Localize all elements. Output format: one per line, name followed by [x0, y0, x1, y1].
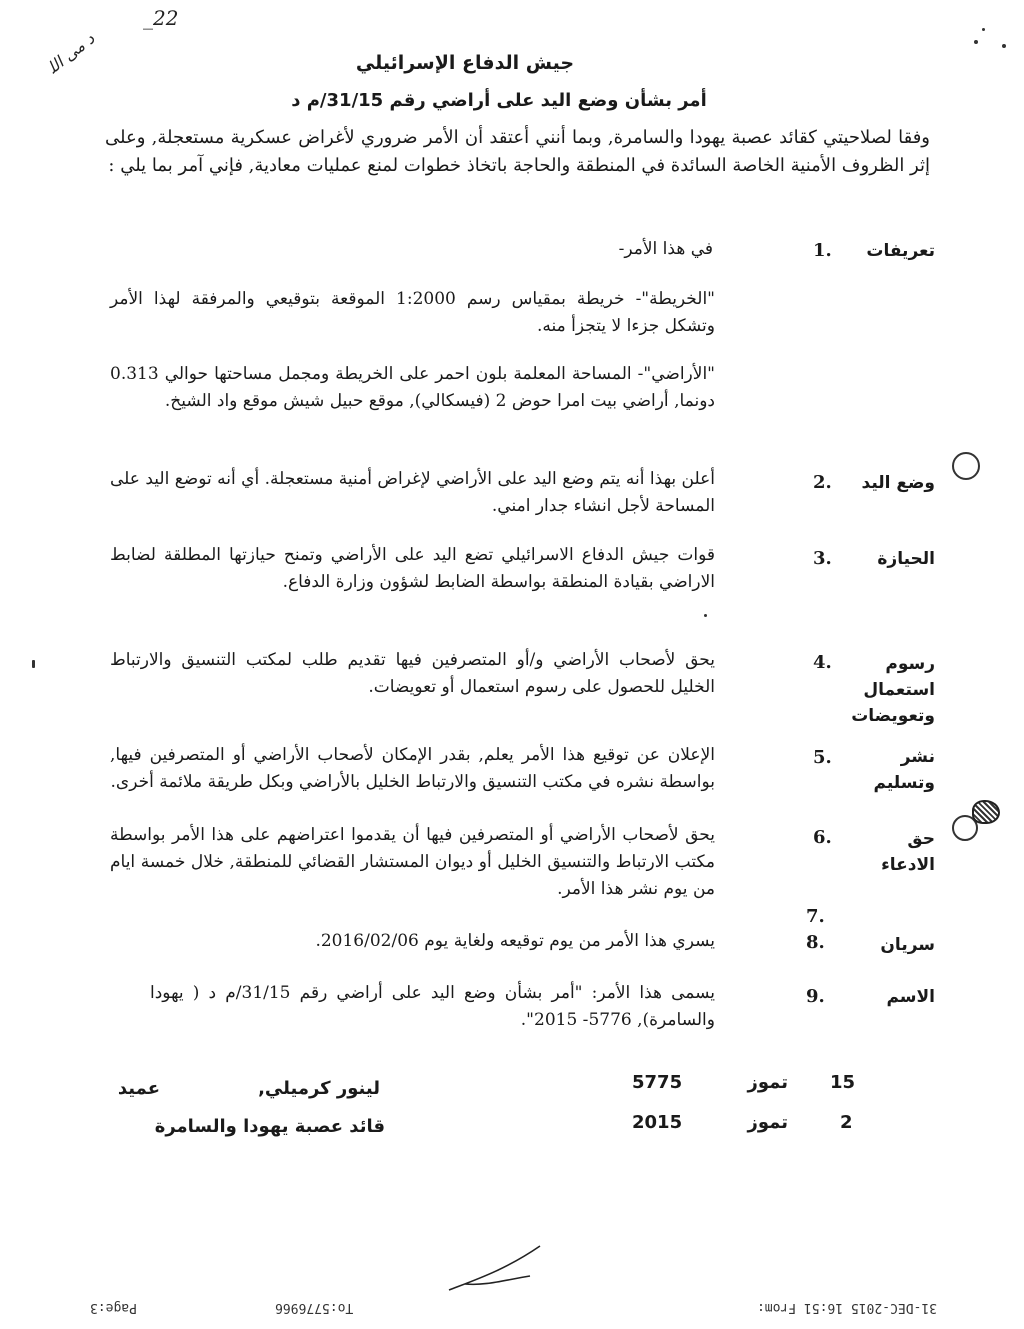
- speck-mark: [704, 614, 707, 617]
- handwritten-signature: [445, 1240, 555, 1300]
- section-9-heading: الاسم: [886, 987, 935, 1007]
- section-8-number: 8.: [806, 932, 825, 953]
- section-2-heading: وضع اليد: [861, 473, 935, 493]
- section-2-text: أعلن بهذا أنه يتم وضع اليد على الأراضي لإغراض أمنية مستعجلة. أي أنه توضع اليد على المساحة لأجل انشاء جدار امني.: [110, 469, 715, 516]
- punch-hole-mark: [952, 452, 980, 480]
- section-9-number: 9.: [806, 986, 825, 1007]
- handwritten-corner-note: ﺩ ﻣﻰ ﺍﻟﻠ: [44, 28, 99, 77]
- section-1-heading: تعريفات: [866, 241, 935, 261]
- section-3-text: قوات جيش الدفاع الاسرائيلي تضع اليد على الأراضي وتمنح حيازتها المطلقة لضابط الاراضي بقيادة المنطقة بواسطة الضابط لشؤون وزارة الدفاع.: [110, 545, 715, 592]
- greg-date-day: 2: [840, 1112, 853, 1133]
- section-8-heading: سريان: [880, 935, 935, 955]
- ink-blot-mark: [972, 800, 1000, 824]
- definition-lands: "الأراضي"- المساحة المعلمة بلون احمر على الخريطة ومجمل مساحتها حوالي 0.313 دونما, أراضي بيت امرا حوض 2 (فيسكالي), موقع حبيل شيش موقع واد الشيخ.: [110, 364, 715, 411]
- speck-mark: [32, 660, 35, 668]
- section-5-number: 5.: [813, 747, 832, 768]
- greg-date-month: تموز: [747, 1112, 788, 1133]
- fax-footer-sent: 31-DEC-2015 16:51 From:: [757, 1300, 938, 1315]
- handwritten-page-number: _22: [143, 6, 179, 30]
- signatory-rank: عميد: [117, 1078, 160, 1099]
- section-1-text: في هذا الأمر-: [618, 239, 713, 259]
- section-4-text: يحق لأصحاب الأراضي و/أو المتصرفين فيها تقديم طلب لمكتب التنسيق والارتباط الخليل للحصول على رسوم استعمال أو تعويضات.: [110, 650, 715, 697]
- speck-mark: [974, 40, 978, 44]
- section-7-number: 7.: [806, 906, 825, 927]
- hebrew-date-month: تموز: [747, 1072, 788, 1093]
- section-5-heading: نشر وتسليم: [873, 747, 935, 793]
- preamble: وفقا لصلاحيتي كقائد عصبة يهودا والسامرة, وبما أنني أعتقد أن الأمر ضروري لأغراض عسكرية مستعجلة, وعلى إثر الظروف الأمنية الخاصة السائدة في المنطقة والحاجة باتخاذ خطوات لمنع عمليات معادية, فإني آمر بما يلي :: [105, 127, 930, 176]
- section-1-number: 1.: [813, 240, 832, 261]
- section-6-heading: حق الادعاء: [881, 829, 935, 875]
- fax-footer-to: To:5776966: [275, 1300, 354, 1315]
- definition-map: "الخريطة"- خريطة بمقياس رسم 1:2000 الموقعة بتوقيعي والمرفقة لهذا الأمر وتشكل جزءا لا يتجزأ منه.: [110, 289, 715, 336]
- section-5-text: الإعلان عن توقيع هذا الأمر يعلم, بقدر الإمكان لأصحاب الأراضي أو المتصرفين فيها, بواسطة نشره في مكتب التنسيق والارتباط الخليل بالأراضي وبكل طريقة ملائمة أخرى.: [110, 745, 715, 792]
- speck-mark: [1002, 44, 1006, 48]
- section-4-number: 4.: [813, 652, 832, 673]
- section-3-number: 3.: [813, 548, 832, 569]
- fax-footer-page: Page:3: [90, 1300, 137, 1315]
- section-9-text: يسمى هذا الأمر: "أمر بشأن وضع اليد على أراضي رقم 31/15/م د ( يهودا والسامرة), 5776- 2015".: [150, 983, 716, 1030]
- hebrew-date-year: 5775: [632, 1072, 683, 1093]
- signatory-name: لينور كرميلي,: [258, 1078, 380, 1099]
- hebrew-date-day: 15: [830, 1072, 856, 1093]
- section-6-text: يحق لأصحاب الأراضي أو المتصرفين فيها أن يقدموا اعتراضهم على هذا الأمر بواسطة مكتب الارتباط والتنسيق الخليل أو ديوان المستشار القضائي للمنطقة, خلال خمسة ايام من يوم نشر هذا الأمر.: [110, 825, 715, 899]
- order-subtitle: أمر بشأن وضع اليد على أراضي رقم 31/15/م د: [291, 90, 707, 111]
- greg-date-year: 2015: [632, 1112, 683, 1133]
- signatory-role: قائد عصبة يهودا والسامرة: [154, 1116, 385, 1137]
- section-8-text: يسري هذا الأمر من يوم توقيعه ولغاية يوم 2016/02/06.: [315, 931, 715, 951]
- document-title: جيش الدفاع الإسرائيلي: [355, 52, 575, 74]
- section-3-heading: الحيازة: [877, 549, 935, 569]
- section-2-number: 2.: [813, 472, 832, 493]
- speck-mark: [982, 28, 985, 31]
- section-6-number: 6.: [813, 827, 832, 848]
- section-4-heading: رسوم استعمال وتعويضات: [851, 654, 935, 726]
